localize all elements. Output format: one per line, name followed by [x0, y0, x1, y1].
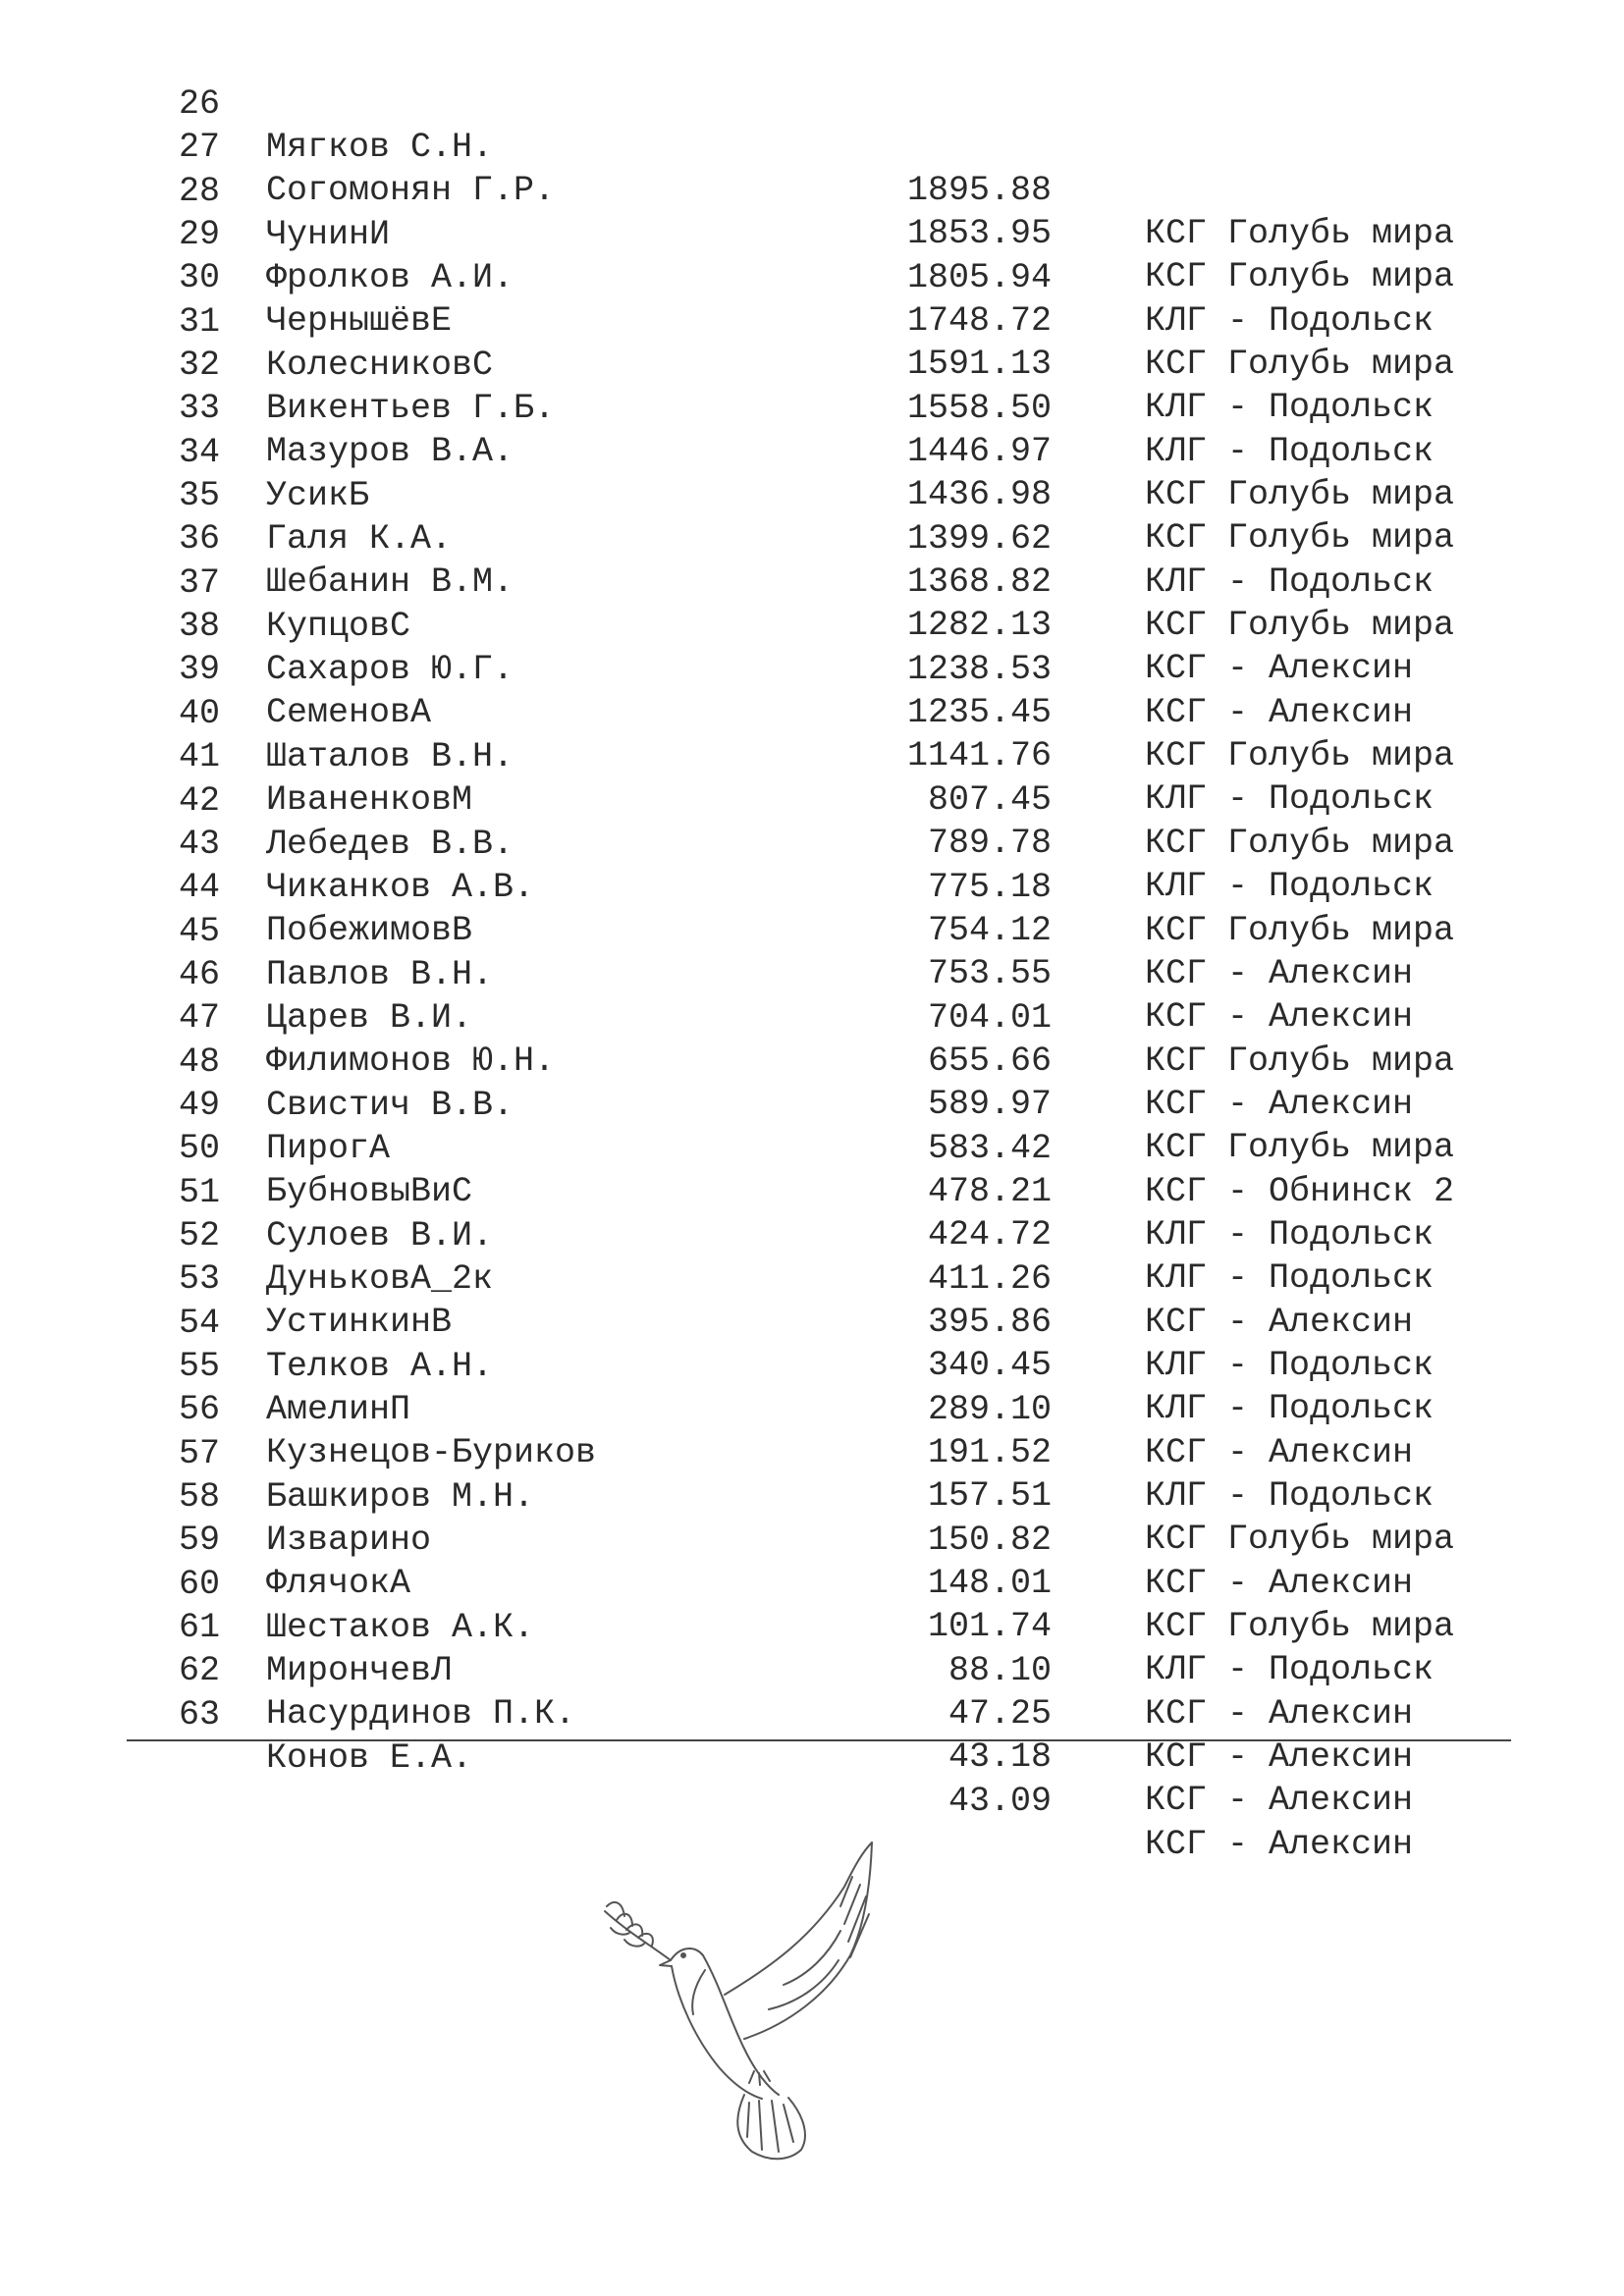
score-cell: 1853.95	[906, 214, 1052, 254]
rank-cell: 43	[178, 824, 220, 864]
rank-cell: 63	[178, 1694, 220, 1735]
rank-cell: 49	[178, 1085, 220, 1125]
rank-cell: 35	[178, 476, 220, 516]
name-cell: Царев В.И.	[266, 997, 473, 1038]
score-cell: 775.18	[927, 867, 1052, 907]
score-cell: 1399.62	[906, 518, 1052, 559]
score-cell: 1805.94	[906, 257, 1052, 297]
club-cell: КЛГ - Подольск	[1145, 1650, 1435, 1690]
score-cell: 395.86	[927, 1302, 1052, 1342]
name-cell: Телков А.Н.	[266, 1346, 494, 1386]
club-cell: КСГ - Алексин	[1145, 1737, 1414, 1778]
rank-cell: 58	[178, 1477, 220, 1517]
rank-cell: 26	[178, 84, 220, 124]
name-cell: Филимонов Ю.Н.	[266, 1041, 556, 1082]
club-cell: КСГ - Обнинск 2	[1145, 1171, 1455, 1211]
name-cell: ФлячокА	[266, 1564, 411, 1604]
club-cell: КСГ - Алексин	[1145, 1824, 1414, 1864]
score-cell: 340.45	[927, 1346, 1052, 1386]
club-cell: КСГ Голубь мира	[1145, 1520, 1455, 1560]
score-cell: 1141.76	[906, 736, 1052, 776]
name-cell: Мягков С.Н.	[266, 128, 494, 167]
rank-cell: 30	[178, 258, 220, 298]
rank-cell: 62	[178, 1651, 220, 1691]
score-cell: 411.26	[927, 1258, 1052, 1299]
name-cell: ПобежимовВ	[266, 911, 473, 951]
club-cell: КЛГ - Подольск	[1145, 1214, 1435, 1255]
club-cell: КСГ Голубь мира	[1145, 1041, 1455, 1081]
club-cell: КСГ - Алексин	[1145, 692, 1414, 732]
name-cell: Шаталов В.Н.	[266, 736, 514, 776]
club-cell: КСГ - Алексин	[1145, 1302, 1414, 1342]
rank-cell: 44	[178, 868, 220, 908]
club-cell: КЛГ - Подольск	[1145, 431, 1435, 471]
club-cell: КЛГ - Подольск	[1145, 1475, 1435, 1516]
rank-cell: 50	[178, 1129, 220, 1169]
name-cell: Павлов В.Н.	[266, 954, 494, 994]
score-cell: 191.52	[927, 1432, 1052, 1472]
name-cell: СеменовА	[266, 693, 432, 733]
rank-cell: 33	[178, 389, 220, 429]
name-cell: Кузнецов-Буриков	[266, 1433, 597, 1473]
name-cell: Согомонян Г.Р.	[266, 171, 556, 211]
score-cell: 753.55	[927, 954, 1052, 994]
rank-cell: 51	[178, 1172, 220, 1212]
score-cell: 150.82	[927, 1520, 1052, 1560]
rank-cell: 37	[178, 562, 220, 603]
name-cell: Сулоев В.И.	[266, 1215, 494, 1255]
name-cell: КупцовС	[266, 606, 411, 646]
club-cell: КСГ - Алексин	[1145, 1432, 1414, 1472]
rank-cell: 42	[178, 780, 220, 821]
club-cell: КСГ - Алексин	[1145, 1084, 1414, 1124]
club-cell: КЛГ - Подольск	[1145, 779, 1435, 820]
score-cell: 1558.50	[906, 388, 1052, 428]
club-cell: КСГ - Алексин	[1145, 649, 1414, 689]
name-cell: Викентьев Г.Б.	[266, 389, 556, 429]
name-cell: Шебанин В.М.	[266, 562, 514, 603]
rank-cell: 47	[178, 998, 220, 1039]
club-cell: КЛГ - Подольск	[1145, 1258, 1435, 1299]
club-cell: КСГ Голубь мира	[1145, 823, 1455, 863]
rank-cell: 55	[178, 1346, 220, 1386]
score-cell: 1235.45	[906, 693, 1052, 733]
club-cell: КСГ - Алексин	[1145, 953, 1414, 993]
score-cell: 424.72	[927, 1215, 1052, 1255]
rank-cell: 45	[178, 911, 220, 951]
score-cell: 583.42	[927, 1128, 1052, 1168]
club-cell: КСГ Голубь мира	[1145, 736, 1455, 776]
name-cell: Конов Е.А.	[266, 1737, 473, 1778]
club-cell: КСГ Голубь мира	[1145, 214, 1455, 253]
club-cell: КЛГ - Подольск	[1145, 300, 1435, 341]
name-cell: БубновыВиС	[266, 1172, 473, 1212]
name-cell: Фролков А.И.	[266, 258, 514, 298]
rank-cell: 36	[178, 519, 220, 560]
club-cell: КСГ Голубь мира	[1145, 345, 1455, 385]
club-cell: КСГ Голубь мира	[1145, 475, 1455, 515]
score-cell: 1368.82	[906, 562, 1052, 603]
rank-cell: 61	[178, 1608, 220, 1648]
rank-cell: 59	[178, 1521, 220, 1561]
name-cell: Сахаров Ю.Г.	[266, 650, 514, 690]
name-cell: Галя К.А.	[266, 519, 453, 560]
club-cell: КЛГ - Подольск	[1145, 388, 1435, 428]
name-cell: АмелинП	[266, 1389, 411, 1429]
results-table	[0, 39, 1624, 1864]
name-cell: ПирогА	[266, 1128, 391, 1168]
name-cell: Насурдинов П.К.	[266, 1694, 576, 1735]
club-cell: КСГ Голубь мира	[1145, 606, 1455, 646]
name-cell: УстинкинВ	[266, 1303, 453, 1343]
club-cell: КСГ - Алексин	[1145, 997, 1414, 1038]
rank-cell: 34	[178, 432, 220, 472]
name-cell: Мазуров В.А.	[266, 432, 514, 472]
score-cell: 789.78	[927, 824, 1052, 864]
club-cell: КЛГ - Подольск	[1145, 1345, 1435, 1385]
rank-cell: 39	[178, 650, 220, 690]
rank-cell: 52	[178, 1215, 220, 1255]
club-cell: КЛГ - Подольск	[1145, 561, 1435, 602]
score-cell: 1238.53	[906, 649, 1052, 689]
name-cell: МирончевЛ	[266, 1651, 453, 1691]
rank-cell: 38	[178, 607, 220, 647]
score-cell: 43.09	[947, 1781, 1052, 1821]
score-cell: 589.97	[927, 1085, 1052, 1125]
club-cell: КСГ Голубь мира	[1145, 257, 1455, 297]
rank-cell: 40	[178, 693, 220, 733]
score-cell: 754.12	[927, 910, 1052, 950]
score-cell: 88.10	[947, 1650, 1052, 1690]
score-cell: 157.51	[927, 1476, 1052, 1517]
name-cell: Чиканков А.В.	[266, 867, 535, 907]
rank-cell: 48	[178, 1041, 220, 1082]
score-cell: 1446.97	[906, 432, 1052, 472]
dove-with-olive-branch-icon	[587, 1838, 980, 2176]
name-cell: Изварино	[266, 1521, 432, 1560]
club-cell: КЛГ - Подольск	[1145, 867, 1435, 907]
score-cell: 148.01	[927, 1564, 1052, 1603]
score-cell: 43.18	[947, 1737, 1052, 1778]
name-cell: ИваненковМ	[266, 780, 473, 821]
score-cell: 655.66	[927, 1041, 1052, 1081]
score-cell: 1591.13	[906, 345, 1052, 385]
club-cell: КСГ Голубь мира	[1145, 1128, 1455, 1168]
name-cell: Башкиров М.Н.	[266, 1476, 535, 1517]
name-cell: ЧунинИ	[266, 214, 391, 254]
name-cell: ДуньковА_2к	[266, 1258, 494, 1299]
club-cell: КСГ Голубь мира	[1145, 910, 1455, 950]
score-cell: 1282.13	[906, 606, 1052, 646]
rank-cell: 27	[178, 128, 220, 168]
rank-cell: 53	[178, 1259, 220, 1300]
score-cell: 101.74	[927, 1607, 1052, 1647]
name-cell: Шестаков А.К.	[266, 1607, 535, 1647]
rank-cell: 46	[178, 954, 220, 994]
name-cell: КолесниковС	[266, 345, 494, 385]
score-cell: 1436.98	[906, 475, 1052, 515]
score-cell: 807.45	[927, 779, 1052, 820]
rank-cell: 32	[178, 346, 220, 386]
score-cell: 704.01	[927, 997, 1052, 1038]
score-cell: 1748.72	[906, 301, 1052, 342]
score-cell: 1895.88	[906, 171, 1052, 210]
rank-cell: 28	[178, 171, 220, 211]
name-cell: Лебедев В.В.	[266, 824, 514, 864]
rank-cell: 60	[178, 1564, 220, 1604]
club-cell: КСГ - Алексин	[1145, 1781, 1414, 1821]
score-cell: 289.10	[927, 1389, 1052, 1429]
name-cell: Свистич В.В.	[266, 1085, 514, 1125]
club-cell: КЛГ - Подольск	[1145, 1389, 1435, 1429]
score-cell: 478.21	[927, 1171, 1052, 1211]
club-cell: КСГ Голубь мира	[1145, 518, 1455, 559]
club-cell: КСГ Голубь мира	[1145, 1607, 1455, 1646]
rank-cell: 31	[178, 301, 220, 342]
horizontal-rule	[127, 1739, 1511, 1741]
score-cell: 47.25	[947, 1694, 1052, 1735]
rank-cell: 57	[178, 1433, 220, 1473]
rank-cell: 54	[178, 1303, 220, 1343]
club-cell: КСГ - Алексин	[1145, 1563, 1414, 1603]
club-cell: КСГ - Алексин	[1145, 1693, 1414, 1734]
rank-cell: 56	[178, 1390, 220, 1430]
name-cell: ЧернышёвЕ	[266, 301, 453, 342]
rank-cell: 41	[178, 737, 220, 777]
name-cell: УсикБ	[266, 475, 370, 515]
rank-cell: 29	[178, 215, 220, 255]
